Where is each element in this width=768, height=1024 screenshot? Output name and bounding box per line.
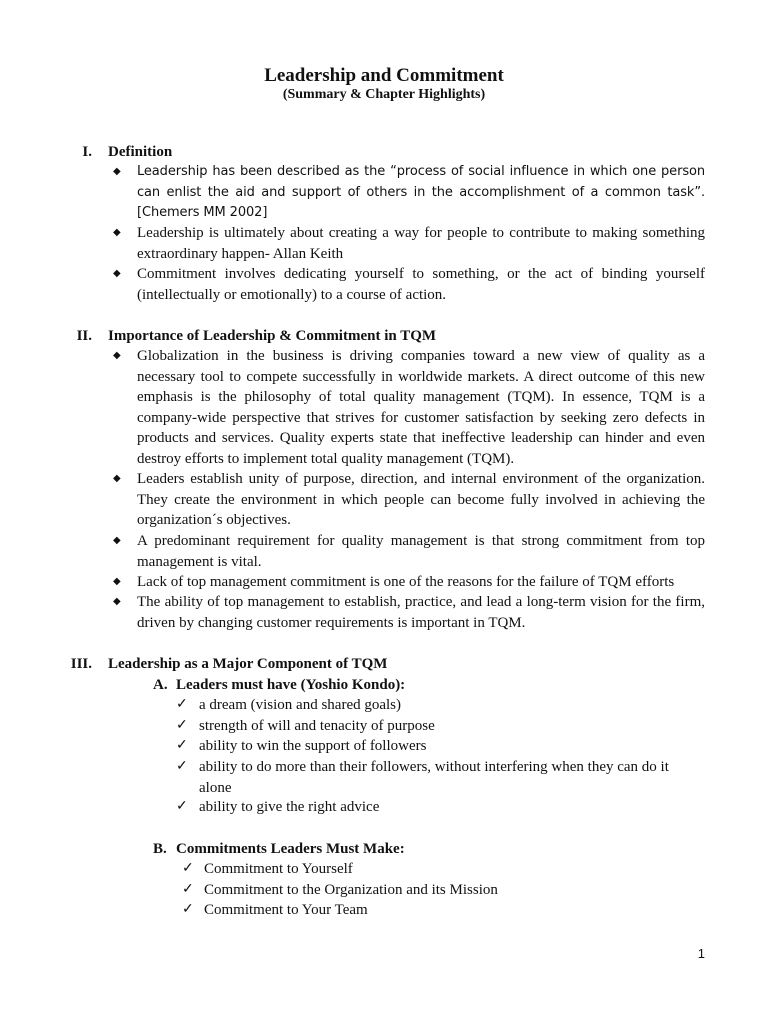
- item-text: a dream (vision and shared goals): [199, 697, 402, 713]
- item-text: ability to win the support of followers: [199, 738, 427, 754]
- checkmark-icon: ✓: [176, 799, 188, 814]
- section-number: III.: [70, 656, 92, 672]
- bullet-text: A predominant requirement for quality management is that strong commitment from top management is vital.: [137, 533, 705, 570]
- subsection-label: B.: [153, 841, 167, 857]
- item-text: strength of will and tenacity of purpose: [199, 718, 435, 734]
- checkmark-icon: ✓: [176, 718, 188, 733]
- diamond-bullet-icon: ◆: [113, 350, 121, 361]
- section-heading: Definition: [108, 144, 173, 160]
- page-number: 1: [697, 946, 705, 961]
- diamond-bullet-icon: ◆: [113, 535, 121, 546]
- item-text: ability to give the right advice: [199, 799, 380, 815]
- document-subtitle: (Summary & Chapter Highlights): [282, 87, 486, 102]
- checkmark-icon: ✓: [176, 697, 188, 712]
- bullet-text: Globalization in the business is driving companies toward a new view of quality as a necessary tool to compete successfully in worldwide markets. A direct outcome of this new emphasis is the philosophy of total quality management (TQM). In essence, TQM is a company-wide perspective that strives for customer satisfaction by seeking zero defects in products and services. Quality experts state that ineffective leadership can hinder and even destroy efforts to implement total quality management (TQM).: [137, 348, 705, 467]
- checkmark-icon: ✓: [182, 861, 194, 876]
- diamond-bullet-icon: ◆: [113, 576, 121, 587]
- diamond-bullet-icon: ◆: [113, 596, 121, 607]
- bullet-text: Leaders establish unity of purpose, direction, and internal environment of the organization. They create the environment in which people can become fully involved in achieving the organization´s objectives.: [137, 471, 705, 528]
- diamond-bullet-icon: ◆: [113, 473, 121, 484]
- bullet-text: Commitment involves dedicating yourself to something, or the act of binding yourself (intellectually or emotionally) to a course of action.: [137, 266, 705, 303]
- checkmark-icon: ✓: [182, 902, 194, 917]
- checkmark-icon: ✓: [182, 882, 194, 897]
- bullet-text: Leadership is ultimately about creating a way for people to contribute to making something extraordinary happen- Allan Keith: [137, 225, 705, 262]
- section-number: I.: [82, 144, 92, 160]
- subsection-heading: Commitments Leaders Must Make:: [176, 841, 405, 857]
- bullet-text: Lack of top management commitment is one of the reasons for the failure of TQM efforts: [137, 574, 675, 590]
- section-number: II.: [76, 328, 92, 344]
- section-heading: Leadership as a Major Component of TQM: [108, 656, 388, 672]
- section-heading: Importance of Leadership & Commitment in TQM: [108, 328, 437, 344]
- diamond-bullet-icon: ◆: [113, 268, 121, 279]
- subsection-heading: Leaders must have (Yoshio Kondo):: [176, 677, 406, 693]
- item-text: Commitment to the Organization and its Mission: [204, 882, 498, 898]
- subsection-label: A.: [153, 677, 168, 693]
- checkmark-icon: ✓: [176, 738, 188, 753]
- item-text: ability to do more than their followers, without interfering when they can do it alone: [199, 759, 669, 796]
- document-title: Leadership and Commitment: [264, 65, 504, 86]
- bullet-text: The ability of top management to establish, practice, and lead a long-term vision for the firm, driven by changing customer requirements is important in TQM.: [137, 594, 705, 631]
- diamond-bullet-icon: ◆: [113, 227, 121, 238]
- checkmark-icon: ✓: [176, 759, 188, 774]
- item-text: Commitment to Yourself: [204, 861, 353, 877]
- bullet-text: Leadership has been described as the “process of social influence in which one person can enlist the aid and support of others in the accomplishment of a common task”.[Chemers MM 2002]: [137, 164, 705, 220]
- diamond-bullet-icon: ◆: [113, 166, 121, 177]
- item-text: Commitment to Your Team: [204, 902, 368, 918]
